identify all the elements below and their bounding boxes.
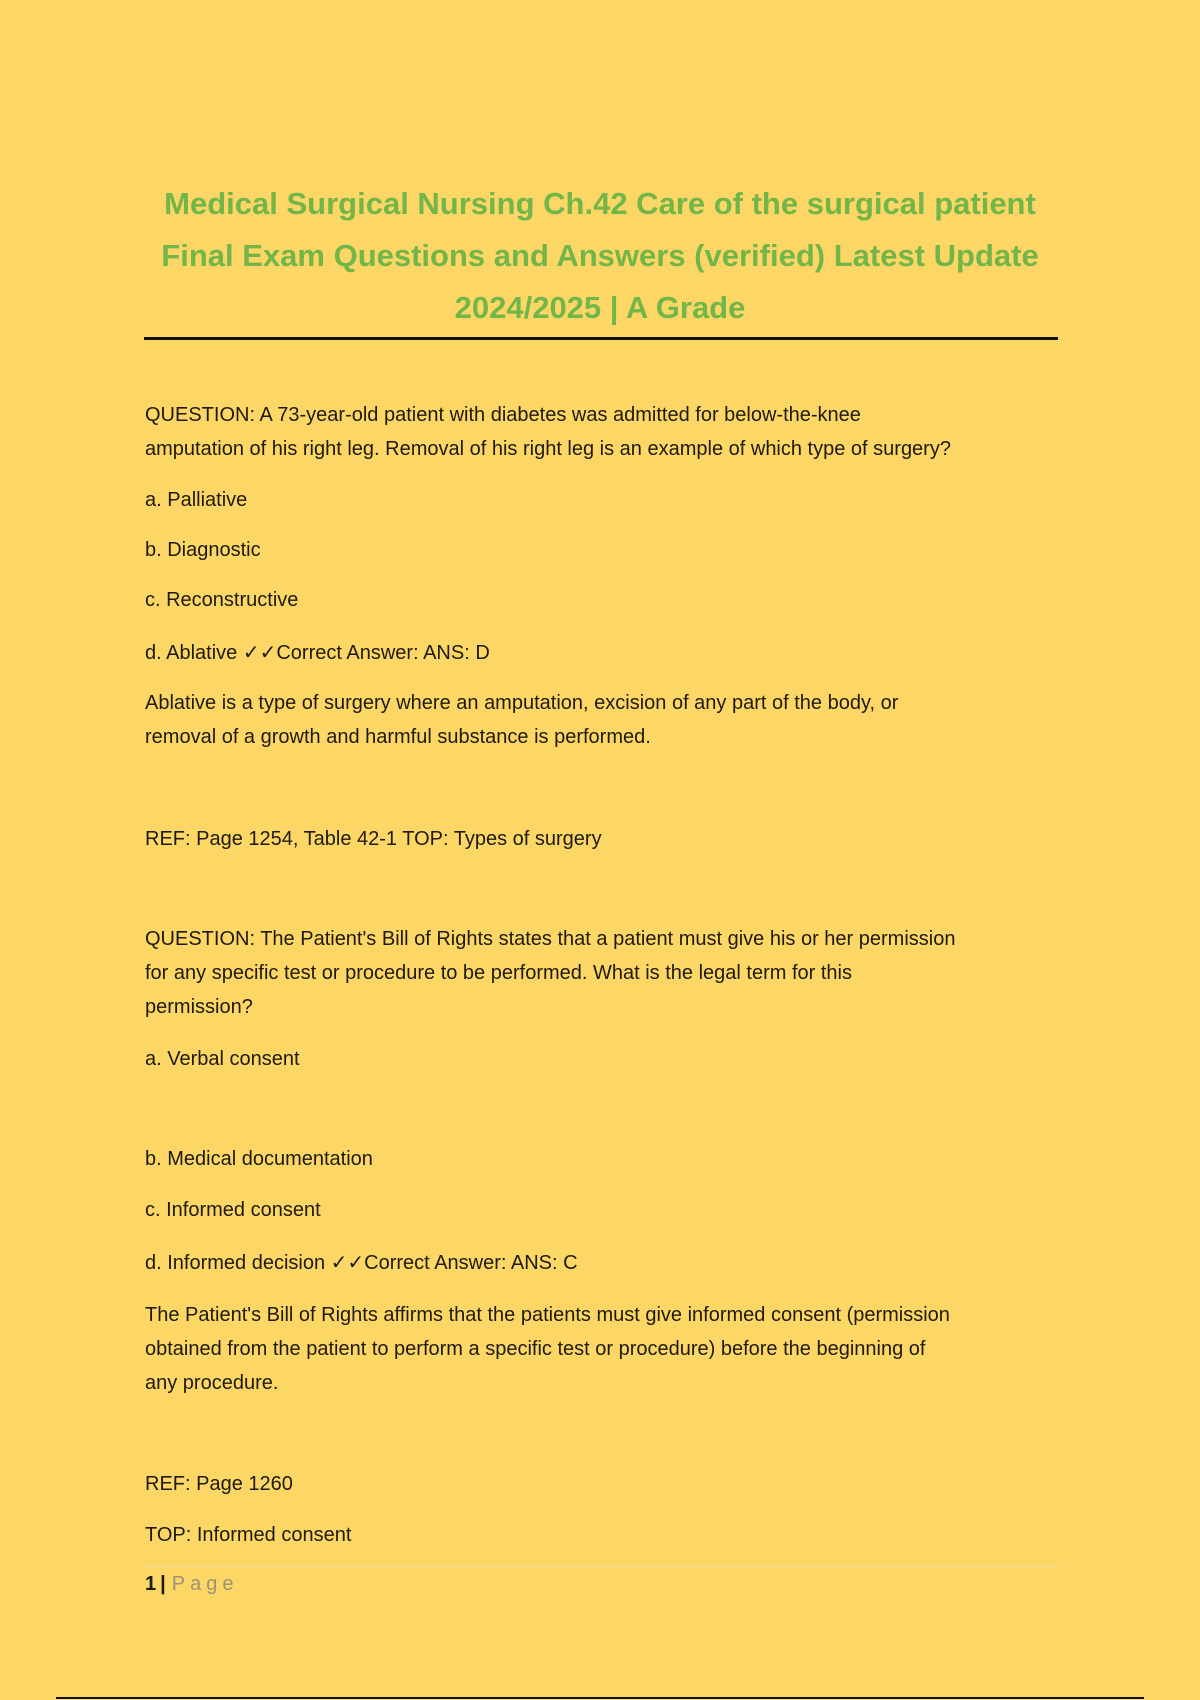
footer-divider: [144, 1566, 1058, 1567]
page-bottom-divider: [56, 1697, 1144, 1699]
title-line: 2024/2025 | A Grade: [454, 290, 746, 325]
page-separator: |: [160, 1573, 166, 1595]
q2-topic: TOP: Informed consent: [145, 1524, 352, 1546]
q1-rationale-line: Ablative is a type of surgery where an amputation, excision of any part of the body, or: [145, 692, 899, 714]
q1-option-b: b. Diagnostic: [145, 539, 261, 561]
q2-question-line: for any specific test or procedure to be performed. What is the legal term for this: [145, 962, 852, 984]
q1-option-a: a. Palliative: [145, 489, 248, 511]
q2-option-b: b. Medical documentation: [145, 1148, 373, 1170]
title-divider: [144, 337, 1058, 340]
document-title: [144, 178, 1056, 334]
page-number: 1: [145, 1573, 157, 1595]
page-number-footer: [145, 1568, 238, 1600]
title-line: Final Exam Questions and Answers (verified) Latest Update: [161, 238, 1039, 273]
q2-option-d-answer: d. Informed decision ✓✓Correct Answer: ANS: C: [145, 1252, 578, 1274]
title-line: Medical Surgical Nursing Ch.42 Care of the surgical patient: [164, 186, 1036, 221]
q1-reference: REF: Page 1254, Table 42-1 TOP: Types of surgery: [145, 828, 602, 850]
q1-question-line: amputation of his right leg. Removal of his right leg is an example of which type of surgery?: [145, 438, 951, 460]
q2-reference: REF: Page 1260: [145, 1473, 293, 1495]
q1-rationale-line: removal of a growth and harmful substance is performed.: [145, 726, 651, 748]
page-word: Page: [171, 1573, 239, 1595]
q2-rationale-line: obtained from the patient to perform a specific test or procedure) before the beginning of: [145, 1338, 926, 1360]
q1-option-c: c. Reconstructive: [145, 589, 299, 611]
q2-option-c: c. Informed consent: [145, 1199, 321, 1221]
q2-rationale-line: The Patient's Bill of Rights affirms that the patients must give informed consent (permission: [145, 1304, 950, 1326]
q1-question-line: QUESTION: A 73-year-old patient with diabetes was admitted for below-the-knee: [145, 404, 861, 426]
q2-option-a: a. Verbal consent: [145, 1048, 300, 1070]
q2-question-line: QUESTION: The Patient's Bill of Rights states that a patient must give his or her permission: [145, 928, 956, 950]
q2-rationale-line: any procedure.: [145, 1372, 279, 1394]
q2-question-line: permission?: [145, 996, 253, 1018]
q1-option-d-answer: d. Ablative ✓✓Correct Answer: ANS: D: [145, 642, 490, 664]
